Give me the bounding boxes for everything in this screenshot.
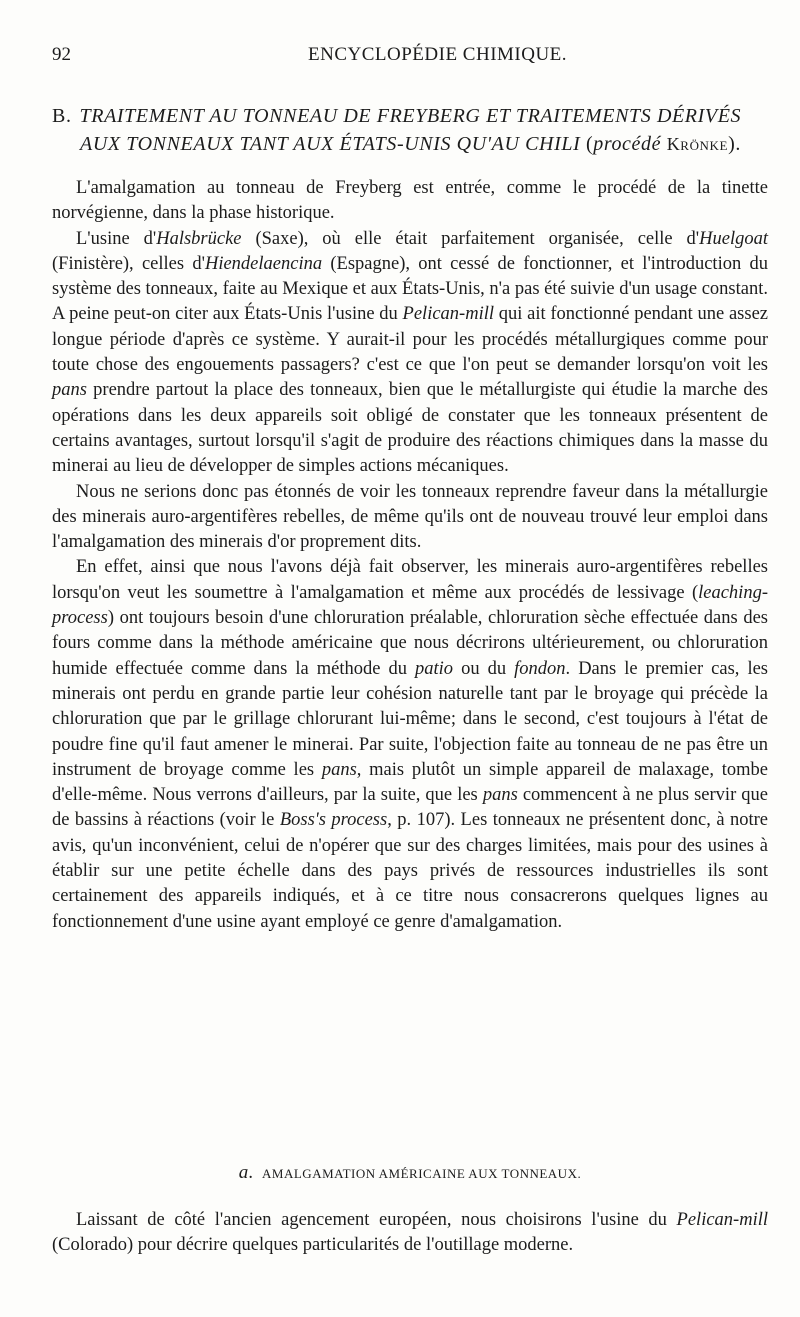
title-note-close: ). [728,133,741,155]
final-text [52,1208,768,1259]
title-note-italic: procédé [593,133,662,155]
section-title-line2-wrap [52,130,780,158]
paragraph-2-text: prendre partout la place des tonneaux, bien que le métallurgiste qui étudie la marche des opérations dans les deux appareils soit obligé de constater que les tonneaux présentent de certains avantages, surtout lorsqu'il s'agit de produire des réactions chimiques dans la masse du minerai au lieu de développer de simples actions mécaniques. [52,380,768,477]
title-note-name: Krönke [666,134,729,154]
paragraph-4-italic: Boss's process [279,810,388,831]
paragraph-1: L'amalgamation au tonneau de Freyberg est entrée, comme le procédé de la tinette norvégienne, dans la phase historique. [52,178,768,224]
paragraph-4-text: commencent à ne plus servir que de bassins à réactions (voir le [52,785,769,831]
paragraph-2-text: (Espagne), ont cessé de fonctionner, et l'introduction du système des tonneaux, faite au Mexique et aux États-Unis, n'a pas été suivie d'un usage constant. A peine peut-on citer aux États-Unis l'usine du [52,253,768,325]
paragraph-5-text: Laissant de côté l'ancien agencement européen, nous choisirons l'usine du [76,1210,677,1230]
paragraph-5-text: (Colorado) pour décrire quelques particularités de l'outillage moderne. [52,1235,574,1256]
paragraph-2-text: qui ait fonctionné pendant une assez longue période d'après ce système. Y aurait-il pour les procédés métallurgiques comme pour toute chose des engouements passagers? c'est ce que l'on peut se demander lorsqu'on voit les [52,304,768,376]
paragraph-4-italic: patio [415,658,454,679]
paragraph-5 [52,1208,768,1259]
paragraph-2-italic: Pelican-mill [402,304,494,325]
paragraph-2-text: (Finistère), celles d' [52,253,205,274]
paragraph-2-italic: Hiendelaencina [204,253,323,274]
paragraph-4-text: , mais plutôt un simple appareil de malaxage, tombe d'elle-même. Nous verrons d'ailleurs, par la suite, que les [52,759,768,806]
paragraph-4-text: . Dans le premier cas, les minerais ont perdu en grande partie leur cohésion naturelle tant par le broyage qui précède la chloruration que par le grillage chlorurant lui-même; dans le second, c'est toujours à l'état de poudre fine qu'il faut amener le minerai. Par suite, l'objection faite au tonneau de ne pas être un instrument de broyage comme les [52,658,769,780]
subsection-letter: a. [238,1162,255,1183]
paragraph-3: Nous ne serions donc pas étonnés de voir les tonneaux reprendre faveur dans la métallurgie des minerais auro-argentifères rebelles, de même qu'ils ont de nouveau trouvé leur emploi dans l'amalgamation des minerais d'or proprement dits. [52,481,768,553]
paragraph-2-text: L'usine d' [76,228,157,249]
paragraph-4-italic: pans [321,759,357,780]
paragraph-4-italic: fondon [514,658,566,679]
paragraph-4-text: ) ont toujours besoin d'une chloruration préalable, chloruration sèche effectuée dans des fours comme dans la méthode américaine que nous décrirons ultérieurement, ou chloruration humide effectuée comme dans la méthode du [52,608,768,679]
paragraph-2-italic: Halsbrücke [156,228,242,249]
paragraph-4-italic: leaching-process [52,582,768,629]
title-note-open: ( [585,133,594,155]
paragraph-2-text: (Saxe), où elle était parfaitement organisée, celle d' [241,228,700,249]
paragraph-4-text: En effet, ainsi que nous l'avons déjà fait observer, les minerais auro-argentifères rebelles lorsqu'on veut les soumettre à l'amalgamation et même aux procédés de lessivage ( [52,557,768,603]
section-title-line2: AUX TONNEAUX TANT AUX ÉTATS-UNIS QU'AU CHILI [80,133,581,155]
paragraph-4-italic: pans [482,785,518,806]
page-header [52,44,780,74]
running-title: ENCYCLOPÉDIE CHIMIQUE. [308,44,568,65]
subsection-heading [52,1162,768,1184]
section-number: B. [52,105,72,127]
paragraph-2-italic: Huelgoat [699,228,768,249]
paragraph-4 [52,555,768,934]
paragraph-2-italic: pans [52,380,87,401]
paragraph-5-italic: Pelican-mill [676,1210,768,1230]
body-text [52,176,768,935]
paragraph-4-text: , p. 107). Les tonneaux ne présentent donc, à notre avis, qu'un inconvénient, celui de n'opérer que sur des charges limitées, mais pour des usines à établir sur une petite échelle dans des pays privés de ressources industrielles ils sont certainement des appareils indiqués, et à ce titre nous consacrerons quelques lignes au fonctionnement d'une usine ayant employé ce genre d'amalgamation. [52,810,768,932]
page-number: 92 [52,44,71,65]
section-heading [52,102,780,158]
subsection-title: AMALGAMATION AMÉRICAINE AUX TONNEAUX. [262,1166,582,1181]
section-title-line1: TRAITEMENT AU TONNEAU DE FREYBERG ET TRAITEMENTS DÉRIVÉS [79,105,742,127]
paragraph-2 [52,227,768,480]
paragraph-4-text: ou du [453,658,515,679]
